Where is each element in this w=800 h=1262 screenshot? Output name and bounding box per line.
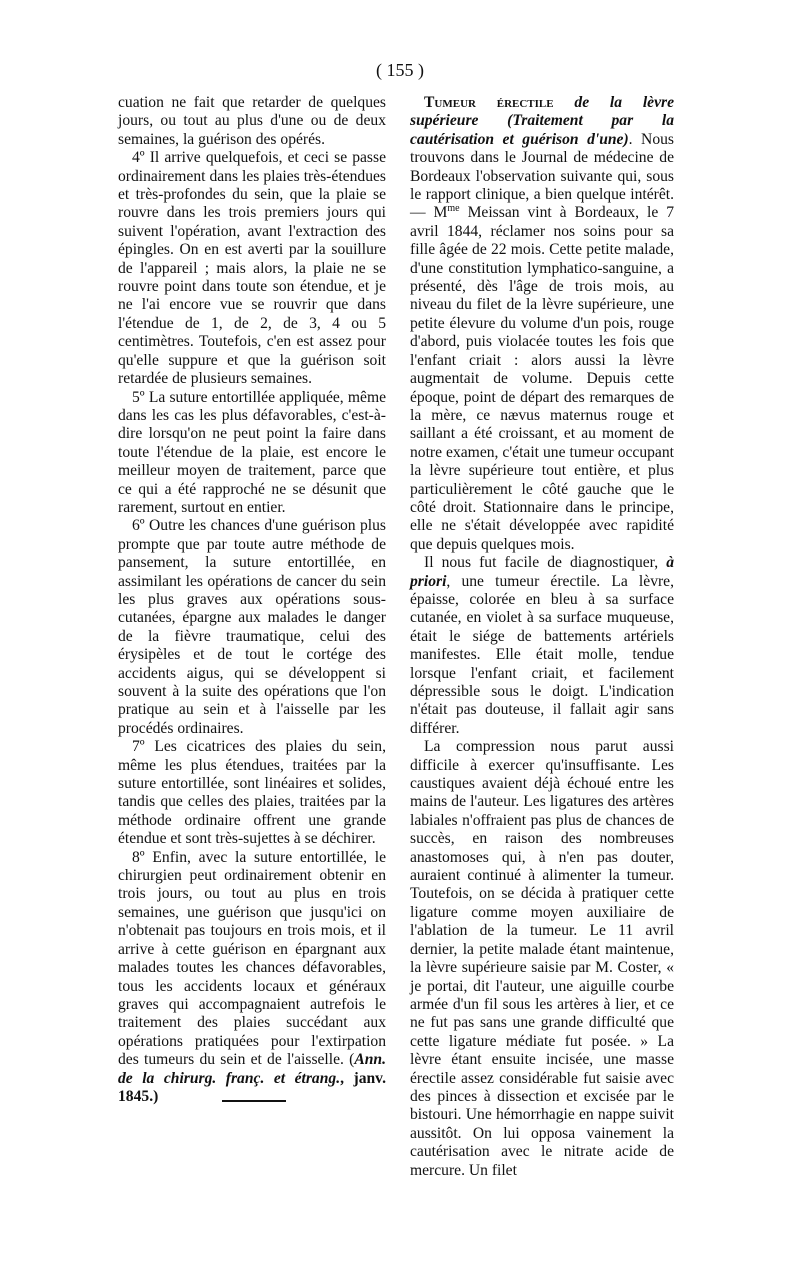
superscript-me: me <box>447 203 460 215</box>
right-column <box>410 94 674 1180</box>
left-paragraph-1: cuation ne fait que retarder de quelques jours, ou tout au plus d'une ou de deux semaines, la guérison des opérés. <box>118 94 386 148</box>
left-paragraph-3: 5º La suture entortillée appliquée, même dans les cas les plus défavorables, c'est-à-dire lorsqu'on ne peut point la faire dans toute l'étendue de la plaie, est encore le meilleur moyen de traitement, parce que ce qui a été rapproché ne se désunit que rarement, surtout en entier. <box>118 388 386 516</box>
left-column <box>118 94 386 1106</box>
right-paragraph-2 <box>410 554 674 738</box>
right-paragraph-2-a: Il nous fut facile de diagnostiquer, <box>424 554 667 572</box>
separator-rule <box>222 1100 286 1102</box>
right-paragraph-1-body: Meissan vint à Bordeaux, le 7 avril 1844, réclamer nos soins pour sa fille âgée de 22 mois. Cette petite malade, d'une constitution lymphatico-sanguine, a présenté, dès l'âge de trois mois, au niveau du filet de la lèvre supérieure, une petite élevure du volume d'un pois, rouge d'abord, puis violacée toutes les fois que l'enfant criait : alors aussi la lèvre augmentait de volume. Depuis cette époque, point de départ des remarques de la mère, ce nævus maternus rouge et saillant a été croissant, et au moment de notre examen, c'était une tumeur occupant la lèvre supérieure tout entière, et plus particulièrement le côté gauche que le côté droit. Stationnaire dans le principe, elle ne s'était développée avec rapidité que depuis quelques mois. <box>410 204 674 553</box>
left-paragraph-5: 7º Les cicatrices des plaies du sein, même les plus étendues, traitées par la suture entortillée, sont linéaires et solides, tandis que celles des plaies, traitées par la méthode ordinaire offrent une grande étendue et sont très-sujettes à se déchirer. <box>118 738 386 848</box>
article-title-italic: de la lèvre supérieure <box>410 94 674 130</box>
right-paragraph-1-intro: . Nous trouvons dans le Journal de médecine de Bordeaux l'observation suivante qui, sous le rapport clinique, a bien quelque intérêt. — M <box>410 130 674 222</box>
right-paragraph-2-b: , une tumeur érectile. La lèvre, épaisse, colorée en bleu à sa surface cutanée, en violet à sa surface muqueuse, était le siége de battements artériels manifestes. Elle était molle, tendue lorsque l'enfant criait, et facilement dépressible sous le doigt. L'indication n'était pas douteuse, il fallait agir sans différer. <box>410 572 674 737</box>
left-paragraph-2: 4º Il arrive quelquefois, et ceci se passe ordinairement dans les plaies très-étendues et très-profondes du sein, que la plaie se rouvre dans les trois premiers jours qui suivent l'opération, avant l'extraction des épingles. On en est averti par la souillure de l'appareil ; mais alors, la plaie ne se rouvre point dans toute son étendue, et je ne l'ai encore vue se rouvrir que dans l'étendue de 1, de 2, de 3, 4 ou 5 centimètres. Toutefois, c'en est assez pour qu'elle suppure et que la guérison soit retardée de plusieurs semaines. <box>118 149 386 388</box>
left-paragraph-4: 6º Outre les chances d'une guérison plus prompte que par toute autre méthode de pansement, la suture entortillée, en assimilant les opérations de cancer du sein les plus graves aux opérations sous-cutanées, épargne aux malades le danger de la fièvre traumatique, celui des érysipèles et de tout le cortége des accidents aigus, qui se développent si souvent à la suite des opérations que l'on pratique au sein et à l'aisselle par les procédés ordinaires. <box>118 517 386 737</box>
left-paragraph-6-text: 8º Enfin, avec la suture entortillée, le chirurgien peut ordinairement obtenir en trois jours, ou tout au plus en trois semaines, une guérison que jusqu'ici on n'obtenait pas toujours en trois mois, et il arrive à cette guérison en épargnant aux malades toutes les chances défavorables, tous les accidents locaux et généraux graves qui accompagnaient autrefois le traitement des plaies succédant aux opérations pratiquées pour l'extirpation des tumeurs du sein et de l'aisselle. <box>118 848 386 1069</box>
a-priori: à priori <box>410 554 674 590</box>
reference-date: , janv. 1845.) <box>118 1069 387 1105</box>
right-paragraph-1 <box>410 94 674 554</box>
reference-open: ( <box>349 1051 355 1069</box>
page-number: ( 155 ) <box>376 60 424 80</box>
reference-journal: Ann. de la chirurg. franç. et étrang. <box>118 1051 386 1087</box>
article-subtitle: (Traitement par la cautérisation et guérison d'une) <box>410 112 674 148</box>
right-paragraph-3: La compression nous parut aussi difficile à exercer qu'insuffisante. Les caustiques avaient déjà échoué entre les mains de l'auteur. Les ligatures des artères labiales n'offraient pas plus de chances de succès, en raison des nombreuses anastomoses qui, à n'en pas douter, auraient continué à alimenter la tumeur. Toutefois, on se décida à pratiquer cette ligature comme moyen auxiliaire de l'ablation de la tumeur. Le 11 avril dernier, la petite malade étant maintenue, la lèvre supérieure saisie par M. Coster, « je portai, dit l'auteur, une aiguille courbe armée d'un fil sous les artères à lier, et ce ne fut pas sans une grande difficulté que cette ligature médiate fut posée. » La lèvre étant ensuite incisée, une masse érectile assez considérable fut saisie avec des pinces à dissection et excisée par le bistouri. Une hémorrhagie en nappe suivit aussitôt. On lui opposa vainement la cautérisation avec le nitrate acide de mercure. Un filet <box>410 738 674 1179</box>
article-title: Tumeur érectile <box>424 94 554 111</box>
left-paragraph-6 <box>118 849 386 1107</box>
